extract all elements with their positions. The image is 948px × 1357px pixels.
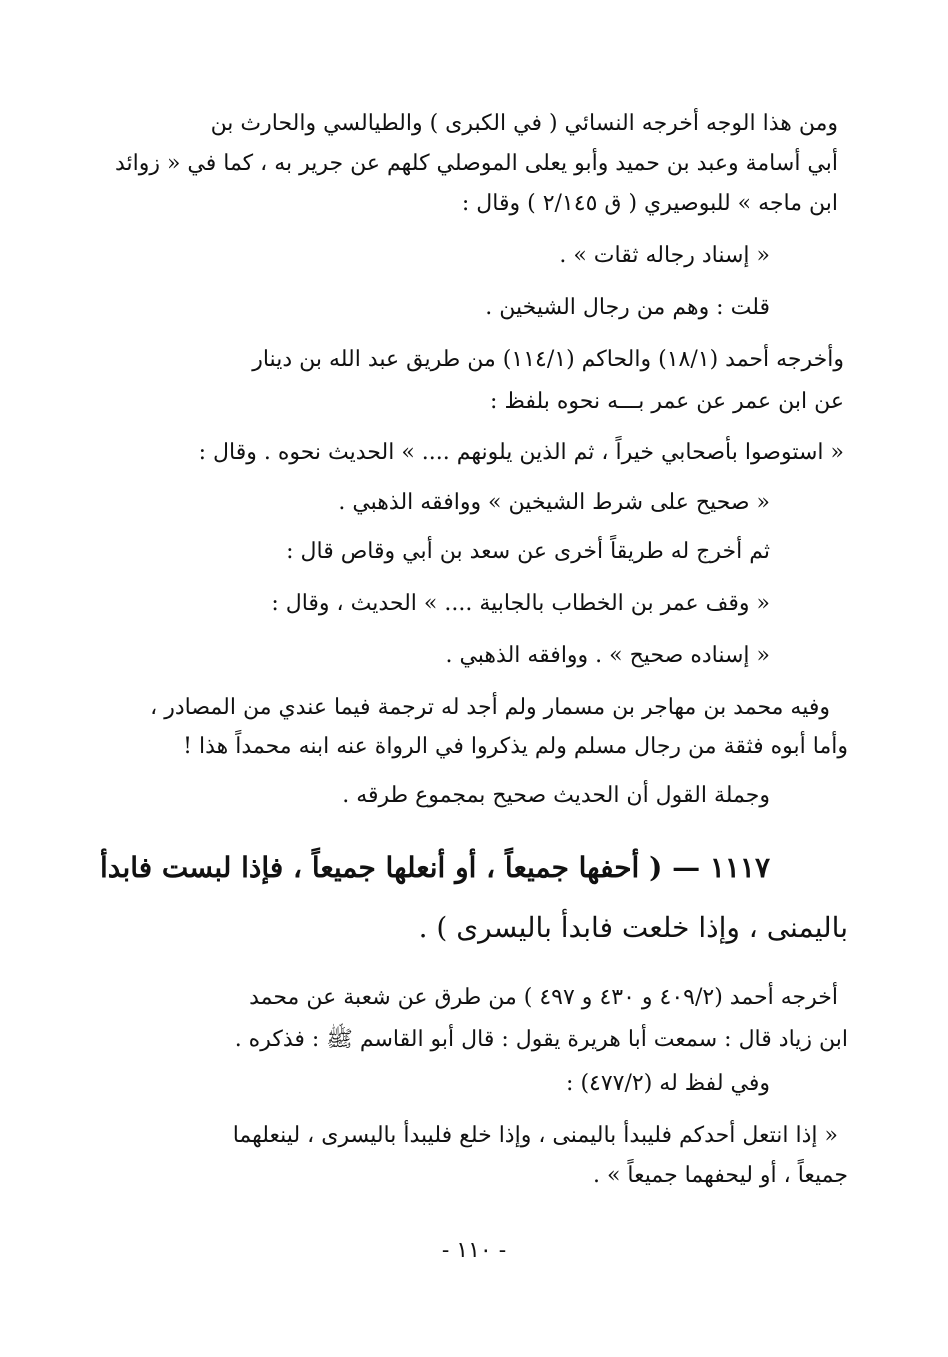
text-line: أخرجه أحمد (٤٠٩/٢ و ٤٣٠ و ٤٩٧ ) من طرق عن شعبة عن محمد [249,985,838,1010]
text-line: وجملة القول أن الحديث صحيح بمجموع طرقه . [342,783,770,808]
quote-line: « إسناد رجاله ثقات » . [559,243,770,268]
text-line: ابن زياد قال : سمعت أبا هريرة يقول : قال أبو القاسم ﷺ : فذكره . [234,1027,848,1052]
quote-line: جميعاً ، أو ليحفهما جميعاً » . [592,1163,848,1188]
text-line: وأخرجه أحمد (١٨/١) والحاكم (١١٤/١) من طريق عبد الله بن دينار [252,347,844,372]
text-line: أبي أسامة وعبد بن حميد وأبو يعلى الموصلي كلهم عن جرير به ، كما في « زوائد [114,151,838,176]
quote-line: « إذا انتعل أحدكم فليبدأ باليمنى ، وإذا خلع فليبدأ باليسرى ، لينعلهما [232,1123,838,1148]
text-line: قلت : وهم من رجال الشيخين . [485,295,770,320]
text-line: وفي لفظ له (٤٧٧/٢) : [566,1071,770,1096]
text-line: عن ابن عمر عن عمر بـــه نحوه بلفظ : [490,389,844,414]
text-line: وفيه محمد بن مهاجر بن مسمار ولم أجد له ترجمة فيما عندي من المصادر ، [150,695,830,720]
text-line: وأما أبوه فثقة من رجال مسلم ولم يذكروا في الرواة عنه ابنه محمداً هذا ! [183,734,848,759]
quote-line: « إسناده صحيح » . ووافقه الذهبي . [445,643,770,668]
quote-line: « استوصوا بأصحابي خيراً ، ثم الذين يلونهم .... » الحديث نحوه . وقال : [198,440,844,465]
hadith-heading: ١١١٧ — ( أحفها جميعاً ، أو أنعلها جميعاً ، فإذا لبست فابدأ [99,851,770,884]
quote-line: « وقف عمر بن الخطاب بالجابية .... » الحديث ، وقال : [271,591,770,616]
quote-line: « صحيح على شرط الشيخين » ووافقه الذهبي . [338,490,770,515]
hadith-heading-cont: باليمنى ، وإذا خلعت فابدأ باليسرى ) . [418,911,848,944]
text-line: ثم أخرج له طريقاً أخرى عن سعد بن أبي وقاص قال : [286,539,770,564]
page-number: - ١١٠ - [441,1238,507,1263]
text-line: ابن ماجه » للبوصيري ( ق ٢/١٤٥ ) وقال : [461,191,838,216]
text-line: ومن هذا الوجه أخرجه النسائي ( في الكبرى ) والطيالسي والحارث بن [210,111,838,136]
